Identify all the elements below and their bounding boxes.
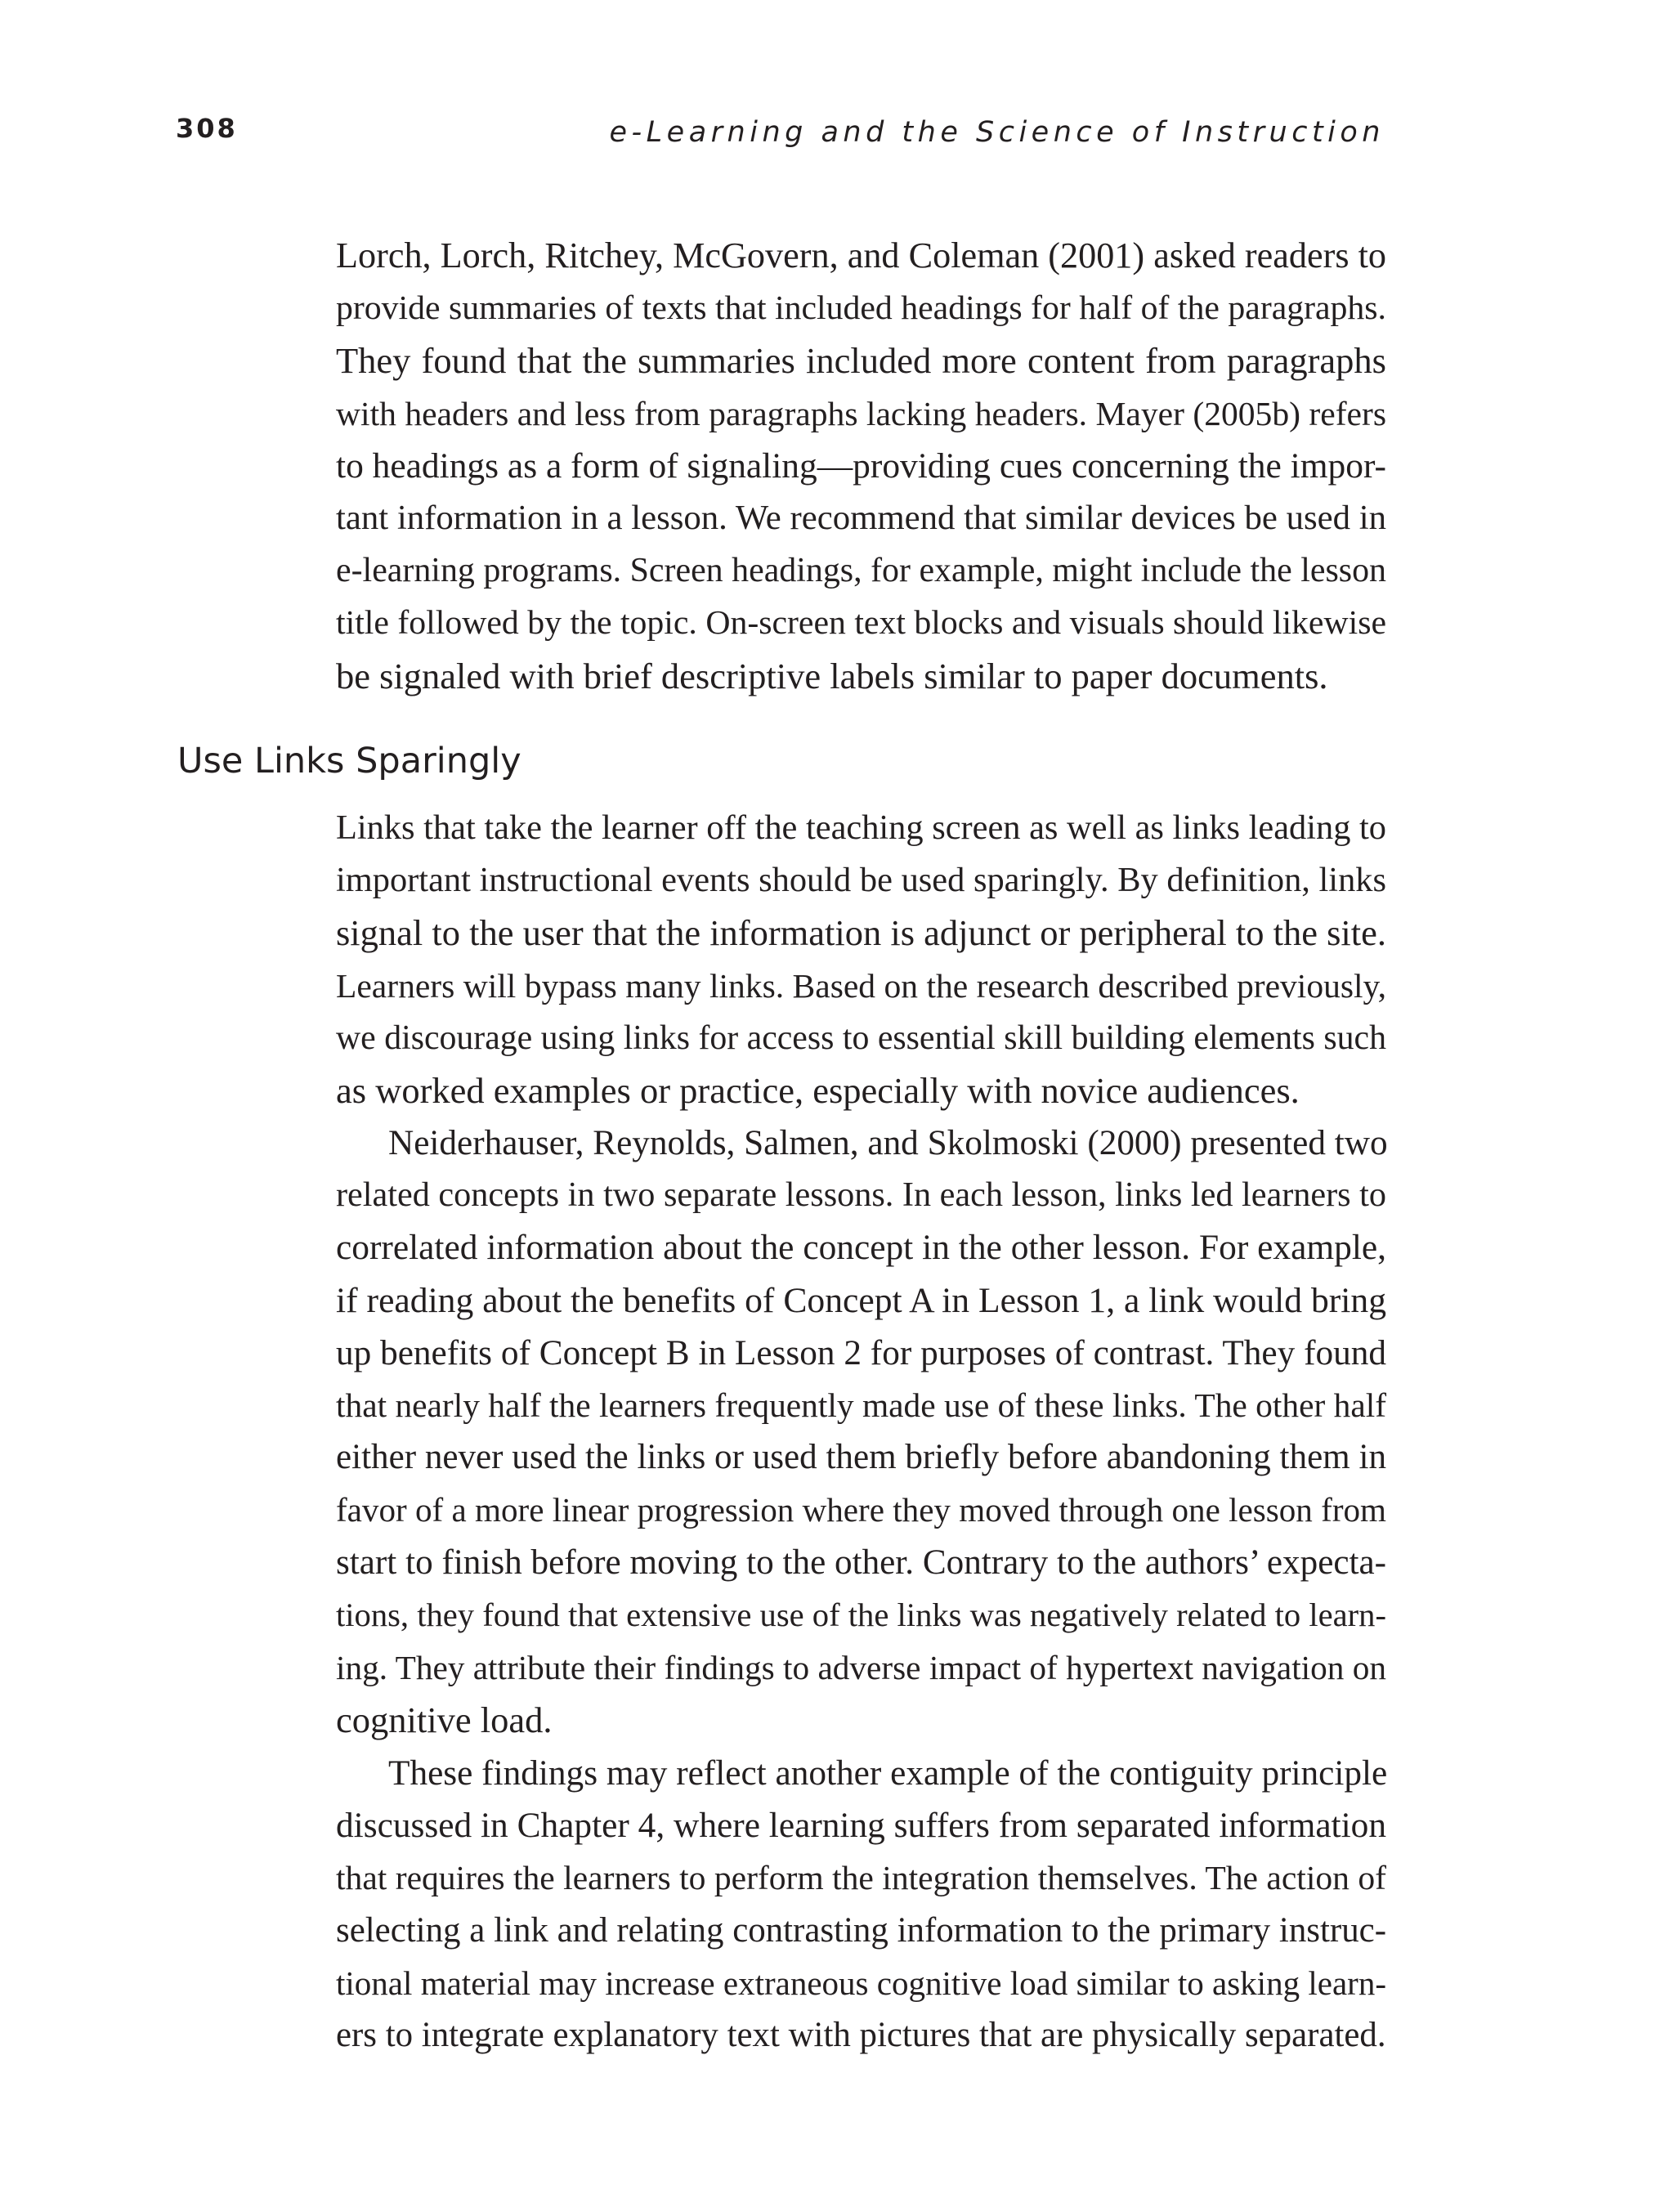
text-line: ers to integrate explanatory text with pictures that are physically separated. [336, 2016, 1386, 2055]
text-line: related concepts in two separate lessons. In each lesson, links led learners to [336, 1175, 1386, 1215]
text-line: as worked examples or practice, especially with novice audiences. [336, 1070, 1300, 1112]
page-number: 308 [176, 113, 238, 144]
paragraph-neiderhauser-study [336, 1117, 1386, 1746]
text-line: ing. They attribute their findings to adverse impact of hypertext navigation on [336, 1649, 1386, 1687]
text-line: favor of a more linear progression where they moved through one lesson from [336, 1491, 1386, 1529]
text-line: tional material may increase extraneous cognitive load similar to asking learn- [336, 1963, 1386, 2002]
text-line: if reading about the benefits of Concept A in Lesson 1, a link would bring [336, 1280, 1386, 1320]
paragraph-links-intro [336, 802, 1386, 1117]
text-line: that requires the learners to perform the integration themselves. The action of [336, 1859, 1386, 1897]
text-line: provide summaries of texts that included headings for half of the paragraphs. [336, 289, 1386, 328]
text-line: tions, they found that extensive use of the links was negatively related to learn- [336, 1596, 1386, 1633]
text-line: to headings as a form of signaling—providing cues concerning the impor- [336, 446, 1386, 486]
running-head: e-Learning and the Science of Instruction [609, 116, 1385, 149]
text-line: They found that the summaries included more content from paragraphs [336, 340, 1386, 382]
text-line: that nearly half the learners frequently made use of these links. The other half [336, 1386, 1386, 1425]
text-line: up benefits of Concept B in Lesson 2 for purposes of contrast. They found [336, 1332, 1386, 1372]
text-line: e-learning programs. Screen headings, for example, might include the lesson [336, 552, 1386, 590]
text-line: Neiderhauser, Reynolds, Salmen, and Skolmoski (2000) presented two [388, 1123, 1388, 1162]
paragraph-signaling [336, 230, 1386, 702]
text-line: start to finish before moving to the other. Contrary to the authors’ expecta- [336, 1543, 1386, 1582]
text-line: tant information in a lesson. We recommend that similar devices be used in [336, 499, 1386, 538]
text-line: either never used the links or used them briefly before abandoning them in [336, 1438, 1386, 1477]
text-line: Lorch, Lorch, Ritchey, McGovern, and Coleman (2001) asked readers to [336, 235, 1386, 275]
text-line: discussed in Chapter 4, where learning suffers from separated information [336, 1806, 1386, 1846]
text-line: Learners will bypass many links. Based on the research described previously, [336, 966, 1386, 1005]
text-line: title followed by the topic. On-screen text blocks and visuals should likewise [336, 604, 1386, 643]
text-line: cognitive load. [336, 1699, 553, 1741]
text-line: signal to the user that the information is adjunct or peripheral to the site. [336, 912, 1386, 954]
text-line: we discourage using links for access to essential skill building elements such [336, 1019, 1386, 1057]
text-line: correlated information about the concept in the other lesson. For example, [336, 1228, 1386, 1268]
section-heading: Use Links Sparingly [177, 741, 521, 781]
text-line: with headers and less from paragraphs lacking headers. Mayer (2005b) refers [336, 394, 1386, 432]
paragraph-contiguity [336, 1747, 1386, 2062]
text-line: be signaled with brief descriptive labels similar to paper documents. [336, 655, 1328, 696]
text-line: These findings may reflect another example of the contiguity principle [388, 1753, 1388, 1793]
text-line: Links that take the learner off the teaching screen as well as links leading to [336, 808, 1386, 847]
text-line: important instructional events should be used sparingly. By definition, links [336, 861, 1386, 900]
text-line: selecting a link and relating contrasting information to the primary instruc- [336, 1910, 1386, 1950]
